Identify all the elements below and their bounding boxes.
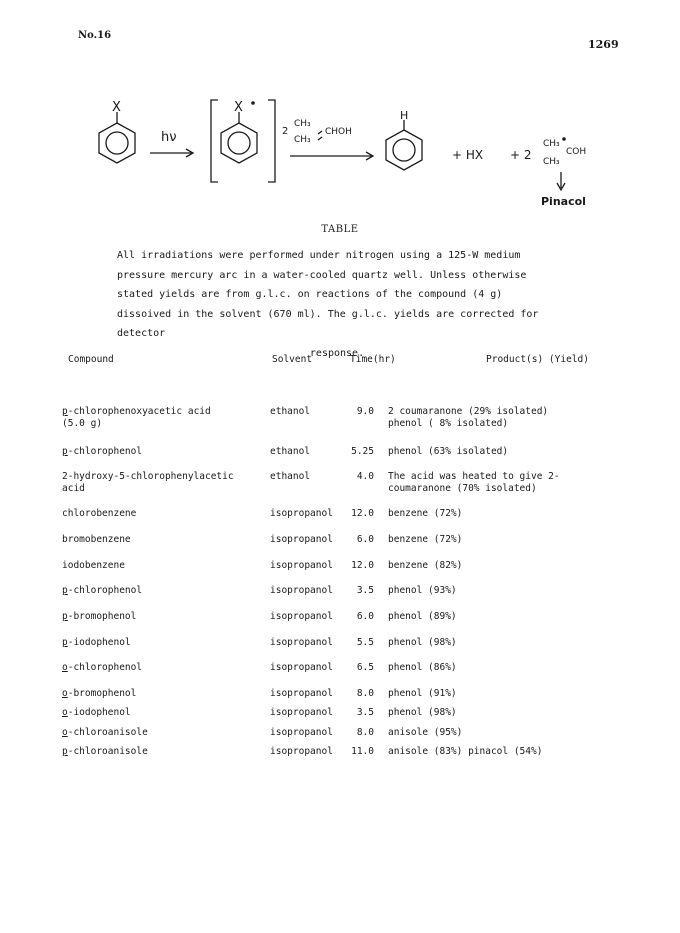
isomer-prefix: p — [62, 611, 68, 622]
product-cell: phenol (86%) — [388, 662, 457, 673]
isomer-prefix: p — [62, 446, 68, 457]
solvent-cell: isopropanol — [270, 534, 333, 545]
product-cell: phenol (98%) — [388, 707, 457, 718]
reagent-coefficient: 2 — [282, 126, 289, 137]
compound-cell: bromobenzene — [62, 534, 131, 545]
compound-cell: p-iodophenol — [62, 637, 131, 648]
solvent-cell: ethanol — [270, 406, 311, 417]
time-cell: 3.5 — [356, 707, 374, 718]
radical-x: X — [234, 100, 243, 115]
solvent-cell: isopropanol — [270, 560, 333, 571]
time-cell: 3.5 — [356, 585, 374, 596]
product-cell: The acid was heated to give 2- coumaranone (70% isolated) — [388, 471, 560, 494]
isomer-prefix: p — [62, 637, 68, 648]
caption-last-line: response. — [309, 347, 365, 359]
solvent-cell: isopropanol — [270, 662, 333, 673]
time-cell: 5.25 — [351, 446, 374, 457]
time-cell: 6.0 — [356, 534, 374, 545]
solvent-cell: isopropanol — [270, 637, 333, 648]
isomer-prefix: p — [62, 585, 68, 596]
time-cell: 12.0 — [351, 560, 374, 571]
reagent-choh: CHOH — [325, 127, 352, 137]
time-cell: 8.0 — [356, 688, 374, 699]
compound-cell: o-bromophenol — [62, 688, 137, 699]
compound-cell: o-chloroanisole — [62, 727, 148, 738]
journal-number: No.16 — [78, 30, 112, 41]
compound-cell: chlorobenzene — [62, 508, 137, 519]
plus-coefficient: + 2 — [510, 148, 532, 162]
solvent-cell: isopropanol — [270, 707, 333, 718]
solvent-cell: isopropanol — [270, 746, 333, 757]
solvent-cell: isopropanol — [270, 508, 333, 519]
column-header-time: Time(hr) — [350, 354, 396, 365]
time-cell: 8.0 — [356, 727, 374, 738]
compound-cell: p-chlorophenol — [62, 446, 143, 457]
compound-cell: p-chloroanisole — [62, 746, 148, 757]
isomer-prefix: o — [62, 662, 68, 673]
reagent-ch3-bottom: CH₃ — [294, 135, 311, 145]
compound-cell: p-chlorophenoxyacetic acid (5.0 g) — [62, 406, 211, 429]
time-cell: 6.0 — [356, 611, 374, 622]
product-cell: phenol (89%) — [388, 611, 457, 622]
product-cell: phenol (63% isolated) — [388, 446, 509, 457]
isomer-prefix: o — [62, 688, 68, 699]
column-header-product: Product(s) (Yield) — [486, 354, 589, 365]
isomer-prefix: o — [62, 707, 68, 718]
compound-cell: o-chlorophenol — [62, 662, 143, 673]
product-cell: anisole (83%) pinacol (54%) — [388, 746, 543, 757]
isomer-prefix: p — [62, 406, 68, 417]
table-title: TABLE — [321, 224, 359, 235]
pinacol-label: Pinacol — [541, 195, 586, 208]
product-cell: 2 coumaranone (29% isolated) phenol ( 8% isolated) — [388, 406, 549, 429]
column-header-compound: Compound — [68, 354, 114, 365]
substituent-x: X — [112, 100, 121, 115]
hydrogen-label: H — [400, 109, 409, 122]
compound-cell: 2-hydroxy-5-chlorophenylacetic acid — [62, 471, 234, 494]
compound-cell: p-bromophenol — [62, 611, 137, 622]
compound-cell: p-chlorophenol — [62, 585, 143, 596]
solvent-cell: isopropanol — [270, 727, 333, 738]
reagent-ch3-top: CH₃ — [294, 119, 311, 129]
product-cell: benzene (72%) — [388, 508, 463, 519]
solvent-cell: isopropanol — [270, 611, 333, 622]
solvent-cell: ethanol — [270, 446, 311, 457]
product-cell: anisole (95%) — [388, 727, 463, 738]
caption-text: All irradiations were performed under nitrogen using a 125-W medium pressure mercury arc in a water-cooled quartz well. Unless otherwise stated yields are from g.l.c. on reactions of the compound (4 g) dissoived in the solvent (670 ml). The g.l.c. yields are corrected for detector — [117, 250, 539, 339]
hv-label: hν — [161, 130, 177, 145]
solvent-cell: ethanol — [270, 471, 311, 482]
product-ch3-top: CH₃ — [543, 139, 560, 149]
product-cell: benzene (72%) — [388, 534, 463, 545]
product-cell: phenol (93%) — [388, 585, 457, 596]
product-cell: benzene (82%) — [388, 560, 463, 571]
time-cell: 11.0 — [351, 746, 374, 757]
product-coh: COH — [566, 147, 587, 157]
product-cell: phenol (98%) — [388, 637, 457, 648]
time-cell: 5.5 — [356, 637, 374, 648]
product-cell: phenol (91%) — [388, 688, 457, 699]
compound-cell: iodobenzene — [62, 560, 125, 571]
time-cell: 12.0 — [351, 508, 374, 519]
time-cell: 6.5 — [356, 662, 374, 673]
compound-cell: o-iodophenol — [62, 707, 131, 718]
product-ch3-bottom: CH₃ — [543, 157, 560, 167]
isomer-prefix: o — [62, 727, 68, 738]
time-cell: 4.0 — [356, 471, 374, 482]
isomer-prefix: p — [62, 746, 68, 757]
page-number: 1269 — [588, 38, 619, 51]
plus-hx: + HX — [452, 148, 484, 162]
column-header-solvent: Solvent — [272, 354, 313, 365]
time-cell: 9.0 — [356, 406, 374, 417]
solvent-cell: isopropanol — [270, 688, 333, 699]
solvent-cell: isopropanol — [270, 585, 333, 596]
